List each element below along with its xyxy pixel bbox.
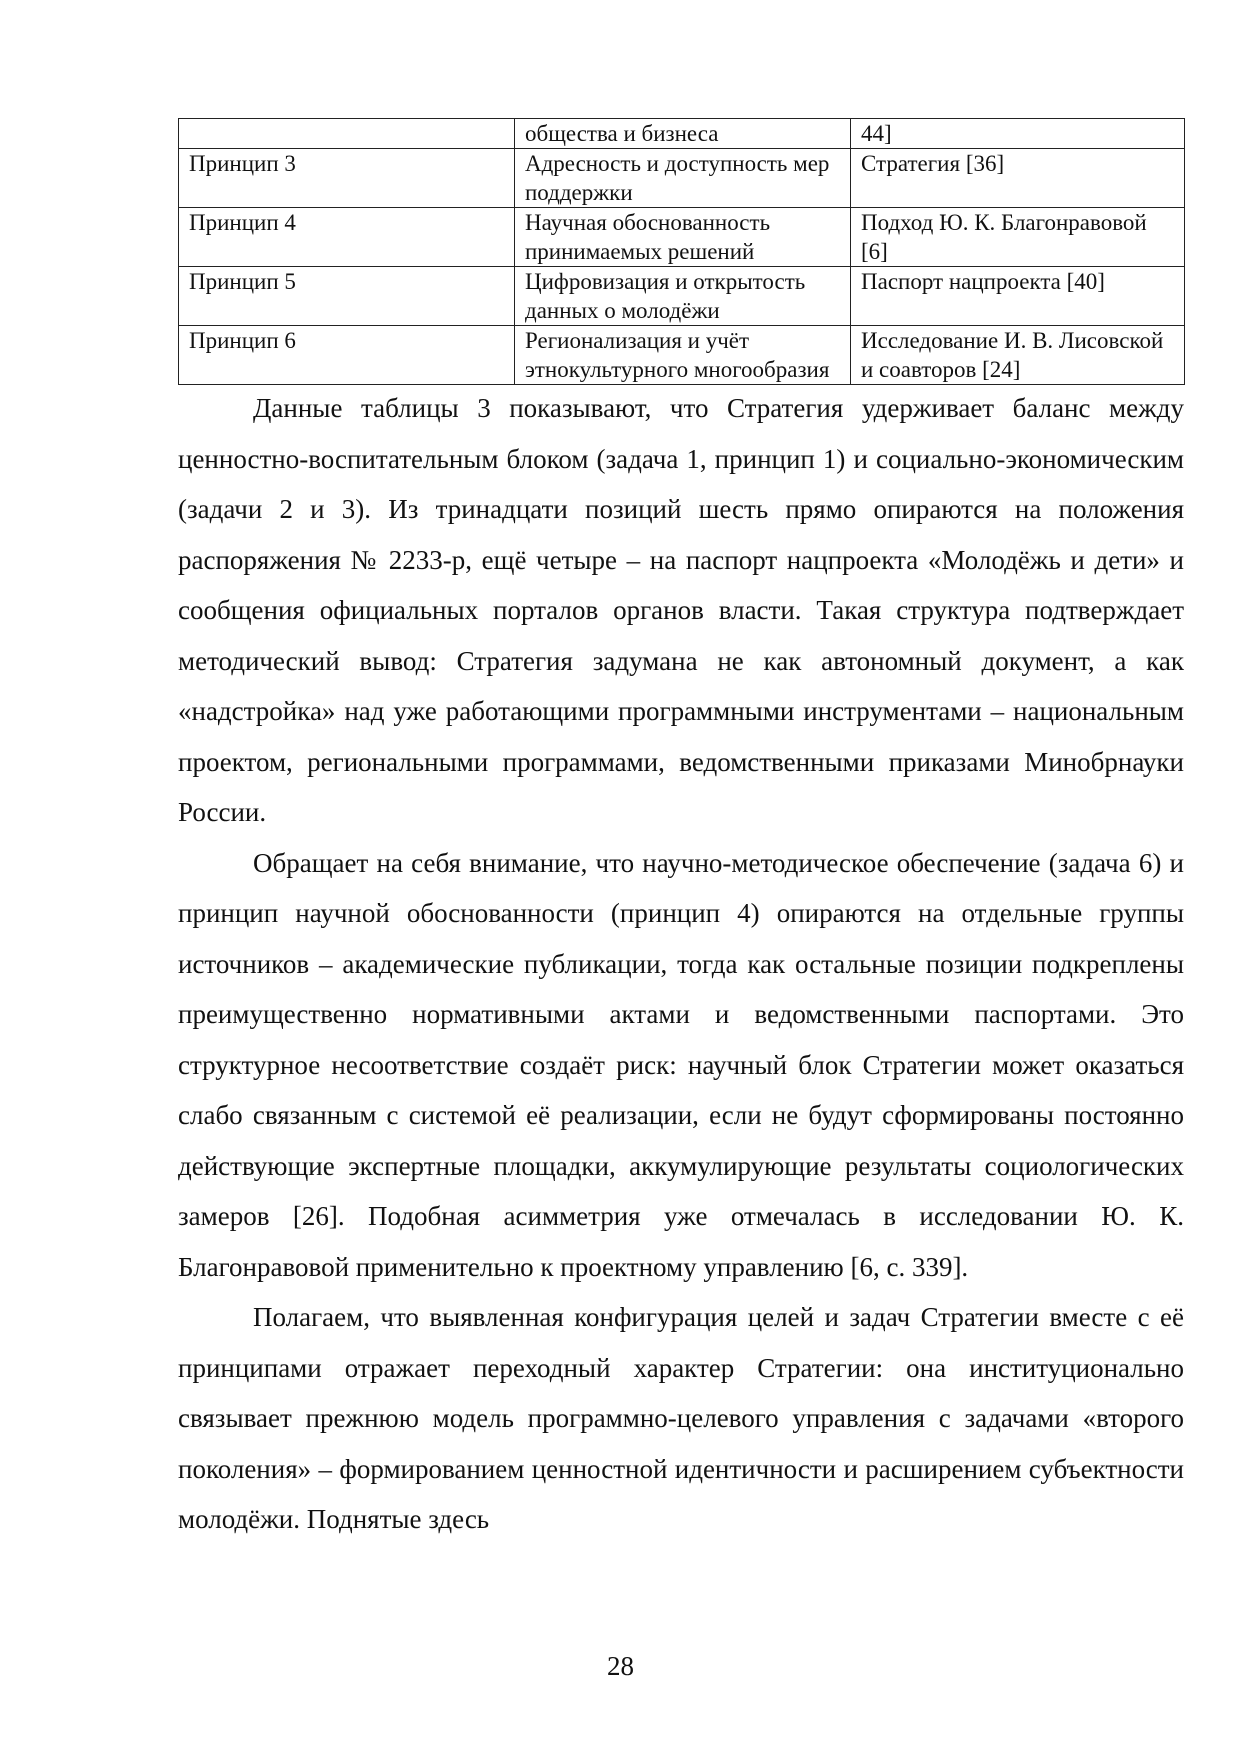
table-cell: Паспорт нацпроекта [40] — [851, 267, 1185, 326]
paragraph: Обращает на себя внимание, что научно-методическое обеспечение (задача 6) и принцип научной обоснованности (принцип 4) опираются на отдельные группы источников – академические публикации, тогда как остальные позиции подкреплены преимущественно нормативными актами и ведомственными паспортами. Это структурное несоответствие создаёт риск: научный блок Стратегии может оказаться слабо связанным с системой её реализации, если не будут сформированы постоянно действующие экспертные площадки, аккумулирующие результаты социологических замеров [26]. Подобная асимметрия уже отмечалась в исследовании Ю. К. Благонравовой применительно к проектному управлению [6, с. 339]. — [178, 847, 1184, 1282]
table-row — [179, 119, 1185, 149]
table-cell: Принцип 6 — [179, 326, 515, 385]
body-text — [178, 383, 1184, 1545]
table-cell — [179, 119, 515, 149]
document-page — [178, 118, 1184, 1545]
table-cell: Принцип 5 — [179, 267, 515, 326]
table-cell: общества и бизнеса — [515, 119, 851, 149]
table-cell: Подход Ю. К. Благонравовой [6] — [851, 208, 1185, 267]
sources-table — [178, 118, 1185, 385]
table-cell: Научная обоснованность принимаемых решений — [515, 208, 851, 267]
table-cell: Исследование И. В. Лисовской и соавторов [24] — [851, 326, 1185, 385]
table-cell: Цифровизация и открытость данных о молодёжи — [515, 267, 851, 326]
table-cell: Адресность и доступность мер поддержки — [515, 149, 851, 208]
table-row — [179, 208, 1185, 267]
table-cell: Стратегия [36] — [851, 149, 1185, 208]
table-cell: Регионализация и учёт этнокультурного многообразия — [515, 326, 851, 385]
paragraph: Полагаем, что выявленная конфигурация целей и задач Стратегии вместе с её принципами отражает переходный характер Стратегии: она институционально связывает прежнюю модель программно-целевого управления с задачами «второго поколения» – формированием ценностной идентичности и расширением субъектности молодёжи. Поднятые здесь — [178, 1302, 1184, 1534]
table-cell: 44] — [851, 119, 1185, 149]
table-row — [179, 326, 1185, 385]
table-row — [179, 149, 1185, 208]
page-number: 28 — [607, 1651, 634, 1681]
paragraph: Данные таблицы 3 показывают, что Стратегия удерживает баланс между ценностно-воспитательным блоком (задача 1, принцип 1) и социально-экономическим (задачи 2 и 3). Из тринадцати позиций шесть прямо опираются на положения распоряжения № 2233-р, ещё четыре – на паспорт нацпроекта «Молодёжь и дети» и сообщения официальных порталов органов власти. Такая структура подтверждает методический вывод: Стратегия задумана не как автономный документ, а как «надстройка» над уже работающими программными инструментами – национальным проектом, региональными программами, ведомственными приказами Минобрнауки России. — [178, 393, 1184, 827]
table-row — [179, 267, 1185, 326]
table-cell: Принцип 4 — [179, 208, 515, 267]
table-cell: Принцип 3 — [179, 149, 515, 208]
